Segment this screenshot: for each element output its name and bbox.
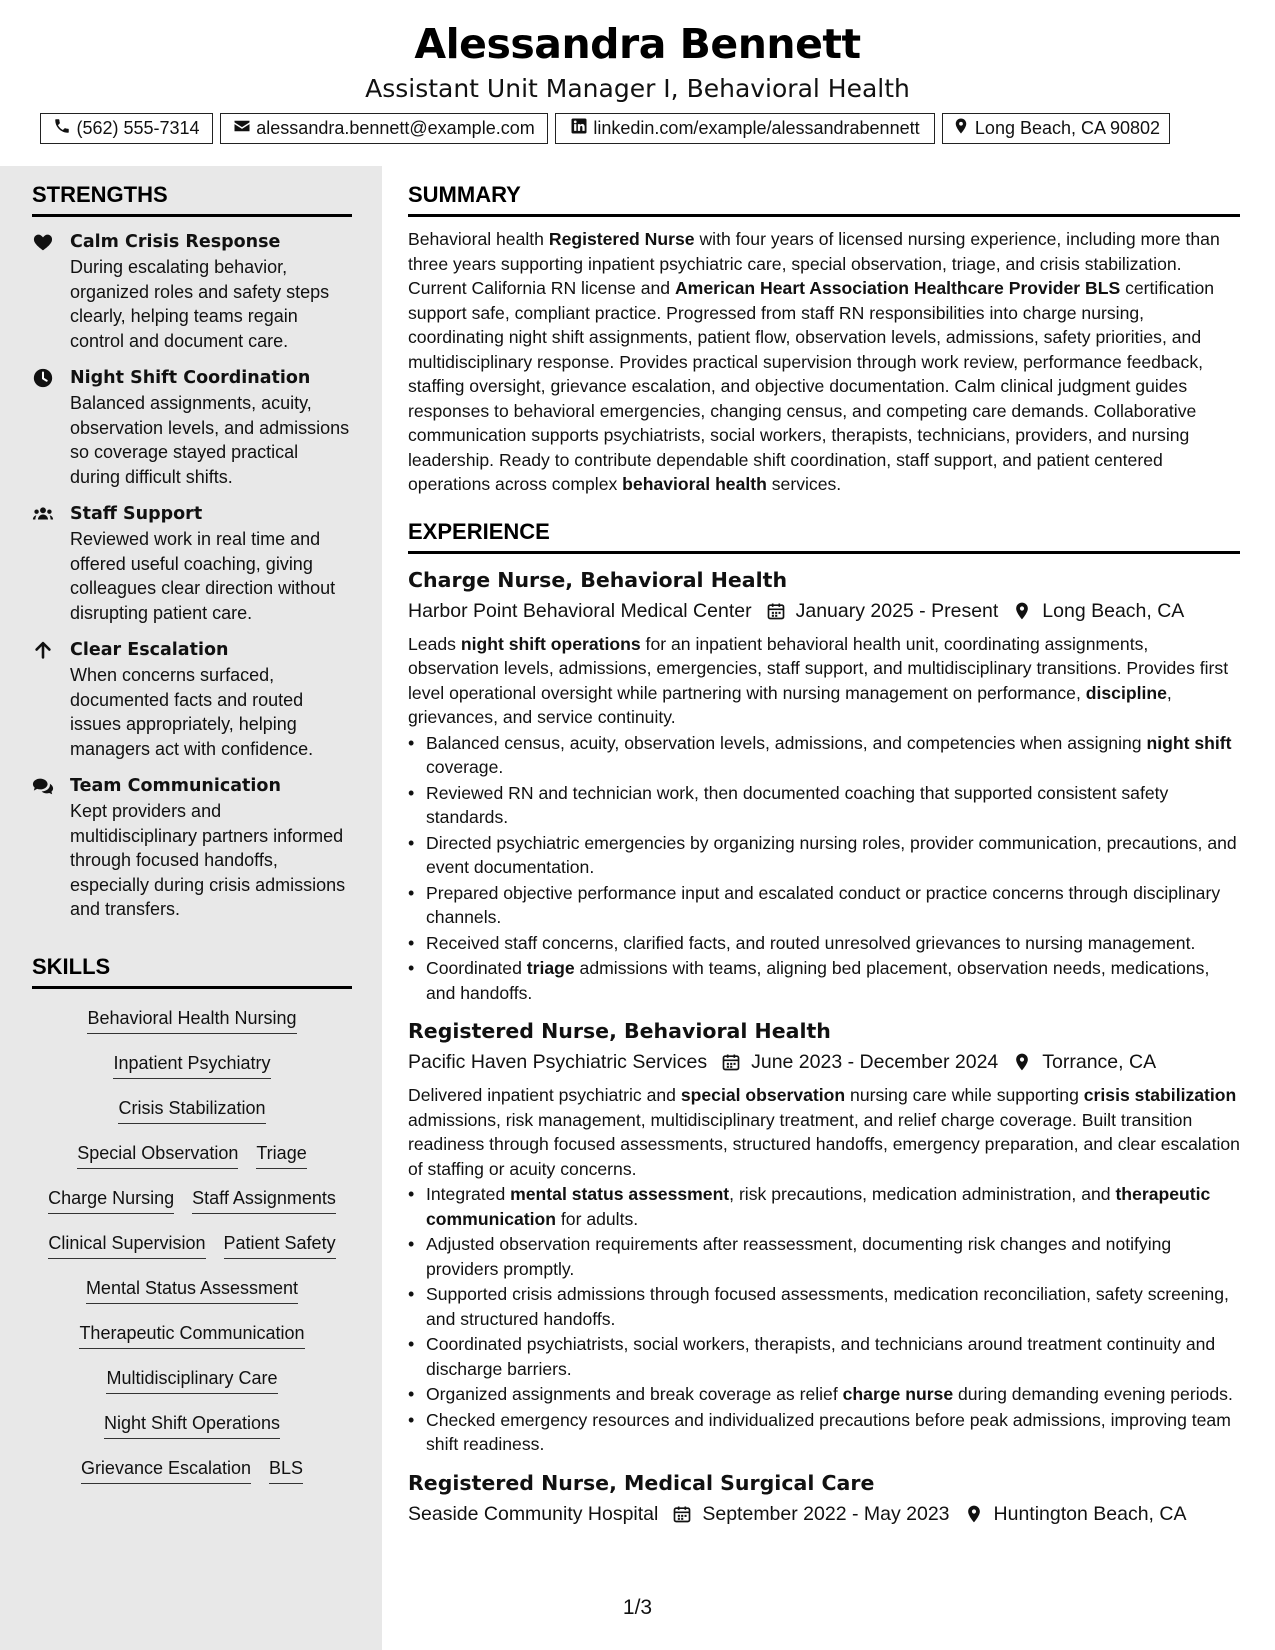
list-item: • Adjusted observation requirements after reassessment, documenting risk changes and notifying providers promptly. xyxy=(408,1232,1240,1281)
experience-heading: EXPERIENCE xyxy=(408,519,1240,554)
contact-email[interactable] xyxy=(220,113,548,144)
job-title: Charge Nurse, Behavioral Health xyxy=(408,567,788,592)
list-item: • Directed psychiatric emergencies by organizing nursing roles, provider communication, precautions, and event documentation. xyxy=(408,831,1240,880)
job-bullets xyxy=(408,1182,1240,1457)
contact-phone[interactable] xyxy=(40,113,213,144)
job-description: Delivered inpatient psychiatric and special observation nursing care while supporting crisis stabilization admissions, risk management, multidisciplinary treatment, and relief charge coverage. Built transition readiness through focused assessments, structured handoffs, emergency preparation, and clear escalation of staffing or acuity concerns. xyxy=(408,1085,1240,1179)
strength-item xyxy=(32,773,352,922)
summary-text: Behavioral health Registered Nurse with four years of licensed nursing experience, including more than three years supporting inpatient psychiatric care, special observation, triage, and crisis stabilization. Current California RN license and American Heart Association Healthcare Provider BLS certification support safe, compliant practice. Progressed from staff RN responsibilities into charge nursing, coordinating night shift assignments, patient flow, observation levels, admissions, safety priorities, and multidisciplinary response. Provides practical supervision through work review, performance feedback, staffing oversight, grievance escalation, and objective documentation. Calm clinical judgment guides responses to behavioral emergencies, changing census, and competing care demands. Collaborative communication supports psychiatrists, social workers, therapists, technicians, providers, and nursing leadership. Ready to contribute dependable shift coordination, staff support, and patient centered operations across complex behavioral health services. xyxy=(408,229,1220,494)
job-employer: Pacific Haven Psychiatric Services xyxy=(408,1051,708,1073)
job-employer: Seaside Community Hospital xyxy=(408,1502,659,1525)
experience-section xyxy=(408,519,1240,1529)
arrow-up-icon xyxy=(32,639,54,661)
candidate-role: Assistant Unit Manager I, Behavioral Health xyxy=(365,74,910,103)
strengths-heading: STRENGTHS xyxy=(32,182,352,217)
bold-text: Registered Nurse xyxy=(548,229,695,249)
skills-list xyxy=(32,1005,352,1500)
list-item: • Coordinated psychiatrists, social workers, therapists, and technicians around treatment continuity and discharge barriers. xyxy=(408,1332,1240,1381)
list-item: • Organized assignments and break coverage as relief charge nurse during demanding evening periods. xyxy=(408,1382,1240,1407)
job-dates: June 2023 - December 2024 xyxy=(751,1051,999,1073)
heart-icon xyxy=(32,231,54,253)
job-bullets xyxy=(408,731,1240,1006)
list-item: • Checked emergency resources and individualized precautions before peak admissions, improving team shift readiness. xyxy=(408,1408,1240,1457)
comments-icon xyxy=(32,775,54,797)
list-item: • Integrated mental status assessment, risk precautions, medication administration, and therapeutic communication for adults. xyxy=(408,1182,1240,1231)
bold-text: charge nurse xyxy=(842,1384,954,1404)
strength-title: Team Communication xyxy=(70,776,281,796)
contact-bar xyxy=(40,113,1230,145)
skills-heading: SKILLS xyxy=(32,954,352,989)
strength-desc: Reviewed work in real time and offered useful coaching, giving colleagues clear direction without disrupting patient care. xyxy=(70,529,336,623)
skill-tag: Multidisciplinary Care xyxy=(106,1365,277,1394)
job-description: Leads night shift operations for an inpatient behavioral health unit, coordinating assignments, observation levels, admissions, emergencies, staff support, and multidisciplinary transitions. Provides first level operational oversight while partnering with nursing management on performance, discipline, grievances, and service continuity. xyxy=(408,633,1229,727)
map-pin-icon xyxy=(1012,601,1032,621)
job-title: Registered Nurse, Behavioral Health xyxy=(408,1019,831,1043)
skill-tag: Special Observation xyxy=(77,1140,238,1169)
skill-tag: Clinical Supervision xyxy=(48,1230,205,1259)
skill-tag: Therapeutic Communication xyxy=(79,1320,304,1349)
users-icon xyxy=(32,503,54,525)
strength-item xyxy=(32,365,352,489)
resume-header xyxy=(0,0,1275,160)
skill-tag: Mental Status Assessment xyxy=(86,1275,298,1304)
job-location: Huntington Beach, CA xyxy=(993,1502,1187,1525)
summary-section xyxy=(408,182,1240,497)
strength-desc: During escalating behavior, organized roles and safety steps clearly, helping teams regain control and document care. xyxy=(70,257,330,351)
calendar-icon xyxy=(721,1052,741,1072)
candidate-name: Alessandra Bennett xyxy=(414,20,861,68)
job-meta xyxy=(408,1499,1240,1529)
strength-item xyxy=(32,637,352,761)
contact-email-text: alessandra.bennett@example.com xyxy=(256,118,535,138)
job-meta xyxy=(408,596,1240,626)
bold-text: mental status assessment xyxy=(510,1184,730,1204)
phone-icon xyxy=(53,117,71,140)
strength-title: Staff Support xyxy=(70,504,203,524)
job-location: Long Beach, CA xyxy=(1042,599,1185,622)
contact-linkedin-text: linkedin.com/example/alessandrabennett xyxy=(593,118,920,138)
bold-text: crisis stabilization xyxy=(1083,1085,1237,1105)
strength-title: Night Shift Coordination xyxy=(70,368,311,388)
strength-item xyxy=(32,229,352,353)
map-pin-icon xyxy=(1012,1052,1032,1072)
list-item: • Balanced census, acuity, observation levels, admissions, and competencies when assigning night shift coverage. xyxy=(408,731,1240,780)
map-pin-icon xyxy=(952,117,970,140)
job-employer: Harbor Point Behavioral Medical Center xyxy=(408,599,752,622)
bold-text: night shift xyxy=(1146,732,1232,753)
summary-heading: SUMMARY xyxy=(408,182,1240,217)
contact-location-text: Long Beach, CA 90802 xyxy=(974,118,1161,138)
skill-tag: Grievance Escalation xyxy=(81,1455,251,1484)
skill-tag: Behavioral Health Nursing xyxy=(87,1005,296,1034)
strength-desc: When concerns surfaced, documented facts and routed issues appropriately, helping managers act with confidence. xyxy=(70,665,314,759)
skill-tag: Staff Assignments xyxy=(192,1185,336,1214)
clock-icon xyxy=(32,367,54,389)
strength-title: Clear Escalation xyxy=(70,640,229,660)
list-item: • Received staff concerns, clarified facts, and routed unresolved grievances to nursing management. xyxy=(408,931,1240,956)
list-item: • Reviewed RN and technician work, then documented coaching that supported consistent safety standards. xyxy=(408,781,1240,830)
strength-desc: Balanced assignments, acuity, observation levels, and admissions so coverage stayed practical during difficult shifts. xyxy=(70,393,350,487)
main-column xyxy=(408,166,1240,1529)
calendar-icon xyxy=(766,601,786,621)
skill-tag: Inpatient Psychiatry xyxy=(113,1050,270,1079)
strengths-section xyxy=(32,182,352,922)
skill-tag: Patient Safety xyxy=(224,1230,336,1259)
list-item: • Prepared objective performance input and escalated conduct or practice concerns through disciplinary channels. xyxy=(408,881,1240,930)
sidebar xyxy=(0,166,382,1650)
bold-text: night shift operations xyxy=(460,633,641,654)
strength-title: Calm Crisis Response xyxy=(70,232,281,252)
skill-tag: Charge Nursing xyxy=(48,1185,174,1214)
linkedin-icon xyxy=(570,117,588,140)
bold-text: triage xyxy=(526,958,575,978)
envelope-icon xyxy=(233,117,251,140)
bold-text: American Heart Association Healthcare Provider BLS xyxy=(674,278,1121,298)
job-dates: January 2025 - Present xyxy=(795,599,999,622)
bold-text: special observation xyxy=(680,1085,846,1105)
map-pin-icon xyxy=(964,1504,984,1524)
strength-desc: Kept providers and multidisciplinary partners informed through focused handoffs, especially during crisis admissions and transfers. xyxy=(70,801,346,919)
skill-tag: BLS xyxy=(269,1455,303,1484)
job-title: Registered Nurse, Medical Surgical Care xyxy=(408,1470,875,1495)
job-location: Torrance, CA xyxy=(1042,1051,1157,1073)
strength-item xyxy=(32,501,352,625)
bold-text: discipline xyxy=(1085,682,1167,703)
contact-linkedin[interactable] xyxy=(555,113,935,144)
skills-section xyxy=(32,954,352,1500)
contact-location xyxy=(942,113,1170,144)
bold-text: behavioral health xyxy=(622,474,767,494)
job-dates: September 2022 - May 2023 xyxy=(702,1502,950,1525)
list-item: • Coordinated triage admissions with teams, aligning bed placement, observation needs, medications, and handoffs. xyxy=(408,956,1240,1005)
skill-tag: Crisis Stabilization xyxy=(118,1095,265,1124)
skill-tag: Night Shift Operations xyxy=(104,1410,280,1439)
job-meta xyxy=(408,1047,1240,1077)
job-entry xyxy=(408,1015,1240,1457)
job-entry xyxy=(408,1467,1240,1529)
list-item: • Supported crisis admissions through focused assessments, medication reconciliation, safety screening, and structured handoffs. xyxy=(408,1282,1240,1331)
calendar-icon xyxy=(672,1504,692,1524)
skill-tag: Triage xyxy=(256,1140,306,1169)
bold-text: therapeutic communication xyxy=(426,1184,1211,1229)
page-number: 1/3 xyxy=(622,1596,653,1619)
job-entry xyxy=(408,564,1240,1006)
contact-phone-text: (562) 555-7314 xyxy=(76,118,200,138)
